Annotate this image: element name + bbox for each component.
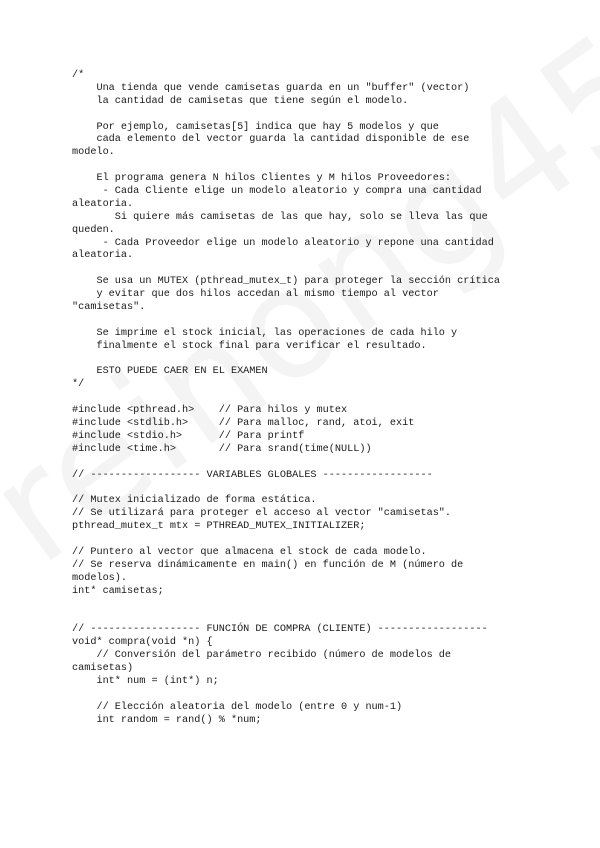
code-line: El programa genera N hilos Clientes y M hilos Proveedores: (72, 173, 452, 185)
code-line (72, 109, 534, 122)
code-line (72, 483, 534, 496)
code-line: // Puntero al vector que almacena el stock de cada modelo. (72, 546, 427, 558)
code-line: int* num = (int*) n; (72, 675, 219, 687)
code-line: aleatoria. (72, 250, 134, 262)
code-line: Por ejemplo, camisetas[5] indica que hay 5 modelos y que (72, 121, 439, 133)
code-line: "camisetas". (72, 302, 146, 314)
code-line: camisetas) (72, 662, 134, 674)
code-line: // Elección aleatoria del modelo (entre 0 y num-1) (72, 701, 403, 713)
code-line: y evitar que dos hilos accedan al mismo tiempo al vector (72, 289, 439, 301)
code-line (72, 354, 534, 367)
code-line: */ (72, 379, 85, 391)
code-line: Si quiere más camisetas de las que hay, solo se lleva las que (72, 211, 488, 223)
code-line: aleatoria. (72, 198, 134, 210)
code-line: #include <stdio.h> // Para printf (72, 430, 305, 442)
code-line (72, 599, 534, 612)
code-line: // Se reserva dinámicamente en main() en función de M (número de (72, 559, 464, 571)
code-line (72, 611, 534, 624)
code-line: // Conversión del parámetro recibido (número de modelos de (72, 650, 452, 662)
code-line: #include <time.h> // Para srand(time(NULL)) (72, 443, 372, 455)
code-line: - Cada Cliente elige un modelo aleatorio y compra una cantidad (72, 186, 482, 198)
code-line: ESTO PUEDE CAER EN EL EXAMEN (72, 366, 268, 378)
code-line (72, 689, 534, 702)
code-line: pthread_mutex_t mtx = PTHREAD_MUTEX_INITIALIZER; (72, 521, 366, 533)
code-line (72, 457, 534, 470)
code-line: la cantidad de camisetas que tiene según el modelo. (72, 95, 409, 107)
code-line (72, 534, 534, 547)
code-line: #include <pthread.h> // Para hilos y mutex (72, 405, 348, 417)
code-line: // ------------------ FUNCIÓN DE COMPRA (CLIENTE) ------------------ (72, 624, 488, 636)
code-line: modelos). (72, 572, 128, 584)
code-line: finalmente el stock final para verificar el resultado. (72, 340, 427, 352)
code-line (72, 392, 534, 405)
code-line: modelo. (72, 147, 115, 159)
code-line: Se imprime el stock inicial, las operaciones de cada hilo y (72, 327, 458, 339)
code-line: int* camisetas; (72, 585, 164, 597)
code-line: // Se utilizará para proteger el acceso al vector "camisetas". (72, 508, 452, 520)
code-listing (72, 70, 534, 727)
code-line: int random = rand() % *num; (72, 714, 262, 726)
code-line: queden. (72, 224, 115, 236)
code-line (72, 315, 534, 328)
code-line: void* compra(void *n) { (72, 637, 213, 649)
code-line: Una tienda que vende camisetas guarda en un "buffer" (vector) (72, 82, 470, 94)
code-line: /* (72, 70, 85, 81)
code-line: Se usa un MUTEX (pthread_mutex_t) para proteger la sección crítica (72, 276, 500, 288)
code-line: // ------------------ VARIABLES GLOBALES ------------------ (72, 469, 433, 481)
code-line (72, 160, 534, 173)
code-line: - Cada Proveedor elige un modelo aleatorio y repone una cantidad (72, 237, 494, 249)
code-line: cada elemento del vector guarda la cantidad disponible de ese (72, 134, 470, 146)
code-line (72, 263, 534, 276)
code-line: // Mutex inicializado de forma estática. (72, 495, 317, 507)
code-line: #include <stdlib.h> // Para malloc, rand, atoi, exit (72, 418, 415, 430)
